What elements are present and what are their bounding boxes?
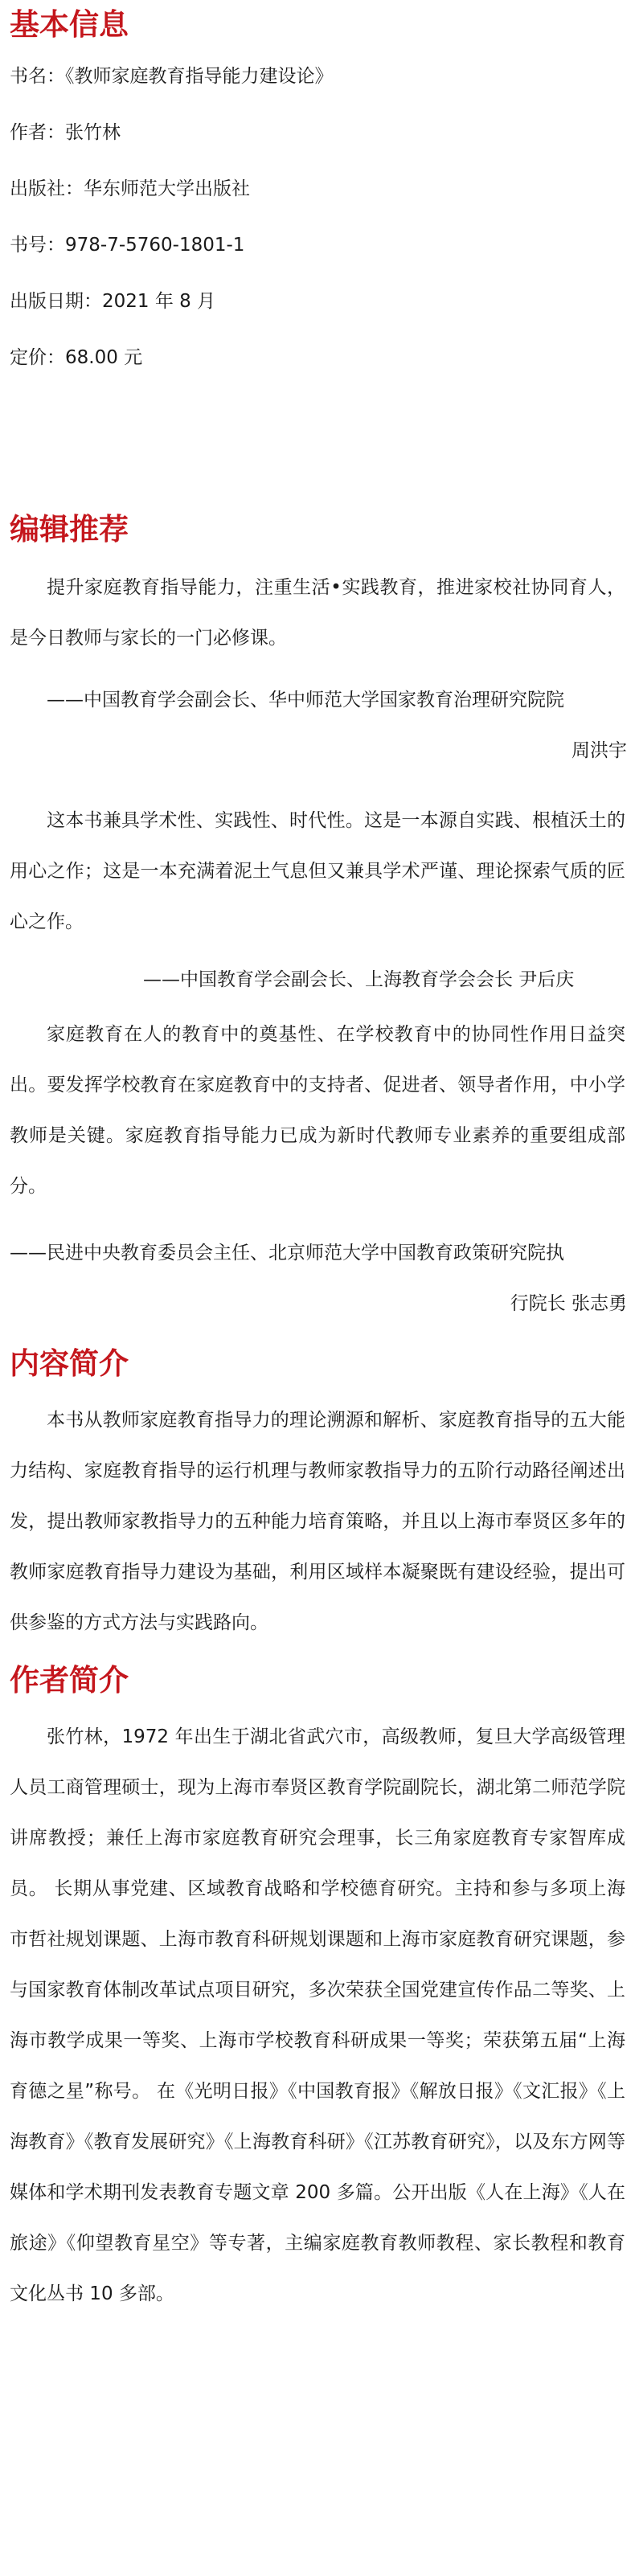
recommendation-quote-1: 提升家庭教育指导能力，注重生活•实践教育，推进家校社协同育人，是今日教师与家长的一门必修课。 xyxy=(10,577,625,649)
recommendation-attribution-2: ——中国教育学会副会长、上海教育学会会长 尹后庆 xyxy=(143,969,575,990)
price-line: 定价：68.00 元 xyxy=(10,347,143,368)
recommendation-quote-2: 这本书兼具学术性、实践性、时代性。这是一本源自实践、根植沃土的用心之作；这是一本充满着泥土气息但又兼具学术严谨、理论探索气质的匠心之作。 xyxy=(10,810,625,932)
book-title-line: 书名：《教师家庭教育指导能力建设论》 xyxy=(10,66,334,87)
recommendation-attribution-1: ——中国教育学会副会长、华中师范大学国家教育治理研究院院 xyxy=(47,690,564,711)
publish-date-line: 出版日期：2021 年 8 月 xyxy=(10,291,216,312)
author-intro-heading: 作者简介 xyxy=(10,1663,129,1698)
content-summary-heading: 内容简介 xyxy=(10,1346,129,1381)
recommendation-attribution-3: ——民进中央教育委员会主任、北京师范大学中国教育政策研究院执 xyxy=(10,1243,564,1263)
publisher-line: 出版社：华东师范大学出版社 xyxy=(10,178,250,199)
content-summary-text: 本书从教师家庭教育指导力的理论溯源和解析、家庭教育指导的五大能力结构、家庭教育指导的运行机理与教师家教指导力的五阶行动路径阐述出发，提出教师家教指导力的五种能力培育策略，并且以上海市奉贤区多年的教师家庭教育指导力建设为基础，利用区域样本凝聚既有建设经验，提出可供参鉴的方式方法与实践路向。 xyxy=(10,1410,625,1633)
editor-recommendation-heading: 编辑推荐 xyxy=(10,512,129,547)
isbn-line: 书号：978-7-5760-1801-1 xyxy=(10,235,245,256)
recommendation-attribution-1-name: 周洪宇 xyxy=(572,740,627,761)
recommendation-attribution-3-name: 行院长 张志勇 xyxy=(510,1293,627,1314)
recommendation-quote-3: 家庭教育在人的教育中的奠基性、在学校教育中的协同性作用日益突出。要发挥学校教育在家庭教育中的支持者、促进者、领导者作用，中小学教师是关键。家庭教育指导能力已成为新时代教师专业素养的重要组成部分。 xyxy=(10,1024,625,1197)
author-line: 作者：张竹林 xyxy=(10,122,121,143)
author-intro-text: 张竹林，1972 年出生于湖北省武穴市，高级教师，复旦大学高级管理人员工商管理硕士，现为上海市奉贤区教育学院副院长，湖北第二师范学院讲席教授；兼任上海市家庭教育研究会理事，长三角家庭教育专家智库成员。 长期从事党建、区域教育战略和学校德育研究。主持和参与多项上海市哲社规划课题、上海市教育科研规划课题和上海市家庭教育研究课题，参与国家教育体制改革试点项目研究，多次荣获全国党建宣传作品二等奖、上海市教学成果一等奖、上海市学校教育科研成果一等奖；荣获第五届“上海育德之星”称号。 在《光明日报》《中国教育报》《解放日报》《文汇报》《上海教育》《教育发展研究》《上海教育科研》《江苏教育研究》，以及东方网等媒体和学术期刊发表教育专题文章 200 多篇。公开出版《人在上海》《人在旅途》《仰望教育星空》等专著，主编家庭教育教师教程、家长教程和教育文化丛书 10 多部。 xyxy=(10,1726,625,2304)
basic-info-heading: 基本信息 xyxy=(10,7,129,42)
